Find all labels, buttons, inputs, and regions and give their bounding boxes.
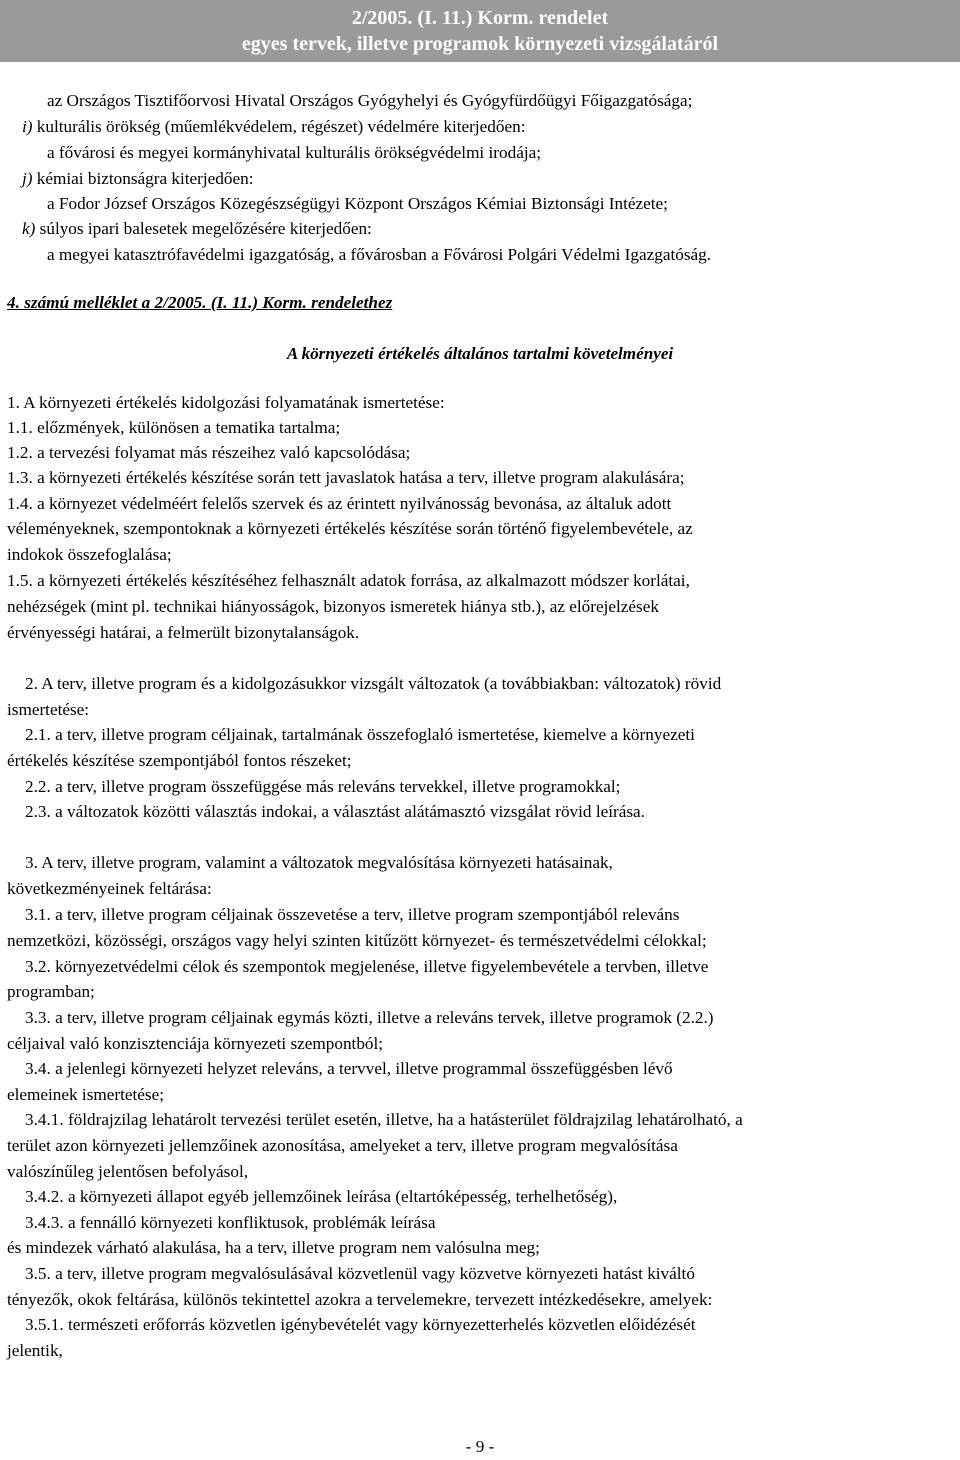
paragraph-3-4-1-line1: 3.4.1. földrajzilag lehatárolt tervezési terület esetén, illetve, ha a hatásterület földrajzilag lehatárolható, a [25,1110,743,1129]
text-line: az Országos Tisztifőorvosi Hivatal Országos Gyógyhelyi és Gyógyfürdőügyi Főigazgatósága; [47,91,693,110]
text-line: a Fodor József Országos Közegészségügyi Központ Országos Kémiai Biztonsági Intézete; [47,194,668,213]
paragraph-1: 1. A környezeti értékelés kidolgozási folyamatának ismertetése: [7,393,445,412]
paragraph-3-3-line1: 3.3. a terv, illetve program céljainak egymás közti, illetve a releváns tervek, illetve programok (2.2.) [25,1008,714,1027]
annex-title: 4. számú melléklet a 2/2005. (I. 11.) Korm. rendelethez [7,293,393,312]
paragraph-2-1-line2: értékelés készítése szempontjából fontos részeket; [7,751,352,770]
paragraph-2-line2: ismertetése: [7,700,90,719]
paragraph-1-4-line3: indokok összefoglalása; [7,545,172,564]
section-heading: A környezeti értékelés általános tartalmi követelményei [286,344,674,363]
header-subtitle: egyes tervek, illetve programok környezeti vizsgálatáról [241,33,719,55]
document-header [0,0,960,62]
list-text: kulturális örökség (műemlékvédelem, régészet) védelmére kiterjedően: [32,117,526,136]
paragraph-3-4-line2: elemeinek ismertetése; [7,1085,165,1104]
list-text: súlyos ipari balesetek megelőzésére kiterjedően: [35,219,372,238]
header-title: 2/2005. (I. 11.) Korm. rendelet [351,7,609,29]
paragraph-1-4-line1: 1.4. a környezet védelméért felelős szervek és az érintett nyilvánosság bevonása, az általuk adott [7,494,672,513]
paragraph-3-4-1-line2: terület azon környezeti jellemzőinek azonosítása, amelyeket a terv, illetve program megvalósítása [7,1136,678,1155]
paragraph-3-4-2: 3.4.2. a környezeti állapot egyéb jellemzőinek leírása (eltartóképesség, terhelhetőség), [25,1187,618,1206]
paragraph-3-4-3-continuation: és mindezek várható alakulása, ha a terv, illetve program nem valósulna meg; [7,1238,540,1257]
paragraph-3-4-3: 3.4.3. a fennálló környezeti konfliktusok, problémák leírása [25,1213,436,1232]
paragraph-1-3: 1.3. a környezeti értékelés készítése során tett javaslatok hatása a terv, illetve program alakulására; [7,468,685,487]
paragraph-1-5-line2: nehézségek (mint pl. technikai hiányosságok, bizonyos ismeretek hiánya stb.), az előrejelzések [7,597,659,616]
list-item-j [22,169,253,189]
paragraph-3-5-1-line2: jelentik, [7,1341,63,1360]
paragraph-2-2: 2.2. a terv, illetve program összefüggése más releváns tervekkel, illetve programokkal; [25,777,621,796]
paragraph-2-3: 2.3. a változatok közötti választás indokai, a választást alátámasztó vizsgálat rövid leírása. [25,802,645,821]
list-item-i [22,117,526,137]
paragraph-1-5-line3: érvényességi határai, a felmerült bizonytalanságok. [7,623,360,642]
paragraph-1-2: 1.2. a tervezési folyamat más részeihez való kapcsolódása; [7,443,411,462]
paragraph-3-line2: következményeinek feltárása: [7,879,212,898]
paragraph-1-5-line1: 1.5. a környezeti értékelés készítéséhez felhasznált adatok forrása, az alkalmazott módszer korlátai, [7,571,690,590]
text-line: a megyei katasztrófavédelmi igazgatóság, a fővárosban a Fővárosi Polgári Védelmi Igazgatóság. [47,245,712,264]
paragraph-3-4-1-line3: valószínűleg jelentősen befolyásol, [7,1162,249,1181]
paragraph-3-2-line2: programban; [7,982,95,1001]
paragraph-3-5-line1: 3.5. a terv, illetve program megvalósulásával közvetlenül vagy közvetve környezeti hatást kiváltó [25,1264,695,1283]
paragraph-1-1: 1.1. előzmények, különösen a tematika tartalma; [7,418,341,437]
paragraph-3-line1: 3. A terv, illetve program, valamint a változatok megvalósítása környezeti hatásainak, [25,853,613,872]
paragraph-3-2-line1: 3.2. környezetvédelmi célok és szempontok megjelenése, illetve figyelembevétele a tervben, illetve [25,957,709,976]
list-label: j) [22,169,33,188]
list-item-k [22,219,372,239]
paragraph-2-line1: 2. A terv, illetve program és a kidolgozásukkor vizsgált változatok (a továbbiakban: változatok) rövid [25,674,722,693]
paragraph-3-3-line2: céljaival való konzisztenciája környezeti szempontból; [7,1034,384,1053]
paragraph-3-1-line2: nemzetközi, közösségi, országos vagy helyi szinten kitűzött környezet- és természetvédelmi célokkal; [7,931,707,950]
text-line: a fővárosi és megyei kormányhivatal kulturális örökségvédelmi irodája; [47,143,541,162]
paragraph-2-1-line1: 2.1. a terv, illetve program céljainak, tartalmának összefoglaló ismertetése, kiemelve a környezeti [25,725,695,744]
paragraph-3-5-line2: tényezők, okok feltárása, különös tekintettel azokra a tervelemekre, tervezett intézkedésekre, amelyek: [7,1290,713,1309]
list-label: i) [22,117,33,136]
paragraph-3-4-line1: 3.4. a jelenlegi környezeti helyzet releváns, a tervvel, illetve programmal összefüggésben lévő [25,1059,673,1078]
paragraph-1-4-line2: véleményeknek, szempontoknak a környezeti értékelés készítése során történő figyelembevétele, az [7,519,693,538]
page-number: - 9 - [465,1437,495,1456]
list-label: k) [22,219,36,238]
paragraph-3-1-line1: 3.1. a terv, illetve program céljainak összevetése a terv, illetve program szempontjából releváns [25,905,680,924]
list-text: kémiai biztonságra kiterjedően: [32,169,254,188]
paragraph-3-5-1-line1: 3.5.1. természeti erőforrás közvetlen igénybevételét vagy környezetterhelés közvetlen előidézését [25,1315,696,1334]
